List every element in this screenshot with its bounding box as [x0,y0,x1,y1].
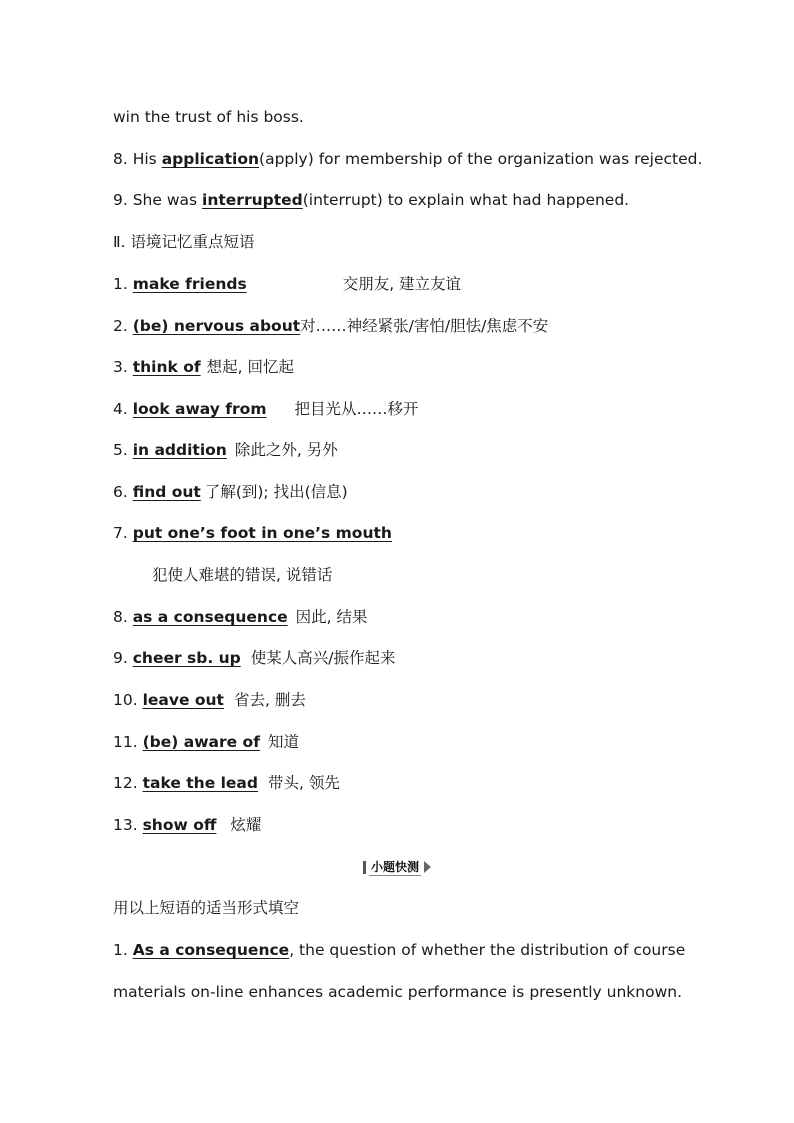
exercise-item-8 [113,148,702,170]
phrase-number: 12. [113,774,143,792]
phrase-meaning: 除此之外, 另外 [234,441,338,459]
item-text: , the question of whether the distribution of course [289,941,686,959]
phrase-meaning: 对……神经紧张/害怕/胆怯/焦虑不安 [300,317,549,335]
quiz-item-1-continuation: materials on-line enhances academic performance is presently unknown. [113,983,682,1001]
phrase-answer: (be) aware of [142,733,260,751]
phrase-answer: show off [142,816,217,834]
phrase-answer: cheer sb. up [132,649,241,667]
phrase-answer: leave out [142,691,224,709]
phrase-meaning: 想起, 回忆起 [206,358,294,376]
phrase-number: 11. [113,733,143,751]
phrase-answer: put one’s foot in one’s mouth [132,524,392,542]
phrase-meaning: 使某人高兴/振作起来 [250,649,396,667]
quiz-badge [363,858,431,876]
phrase-item [113,772,340,794]
play-arrow-icon [424,861,431,873]
phrase-meaning: 炫耀 [230,816,262,834]
phrase-meaning: 知道 [267,733,299,751]
phrase-item [113,481,348,503]
phrase-number: 7. [113,524,133,542]
phrase-item [113,522,392,544]
phrase-answer: in addition [132,441,227,459]
item-number: 9. She was [113,191,203,209]
phrase-number: 6. [113,483,133,501]
phrase-item [113,814,261,836]
phrase-number: 9. [113,649,133,667]
phrase-meaning: 了解(到); 找出(信息) [204,483,348,501]
exercise-item-9 [113,189,629,211]
answer-blank: As a consequence [132,941,290,959]
phrase-answer: find out [132,483,201,501]
phrase-meaning: 省去, 删去 [233,691,306,709]
phrase-number: 1. [113,275,133,293]
phrase-answer: (be) nervous about [132,317,301,335]
phrase-meaning: 因此, 结果 [295,608,368,626]
item-text: (interrupt) to explain what had happened. [302,191,630,209]
phrase-item [113,731,299,753]
item-number: 8. His [113,150,162,168]
answer-blank: application [161,150,260,168]
phrase-answer: as a consequence [132,608,288,626]
badge-bar-icon [363,861,366,874]
phrase-item [113,606,368,628]
phrase-item [113,689,306,711]
quiz-badge-container [0,858,794,878]
phrase-item [113,273,461,295]
phrase-answer: look away from [132,400,267,418]
phrase-number: 3. [113,358,133,376]
phrase-item [113,315,548,337]
section-heading: Ⅱ. 语境记忆重点短语 [113,233,255,251]
phrase-item [113,647,395,669]
phrase-item [113,398,419,420]
phrase-number: 2. [113,317,133,335]
phrase-number: 13. [113,816,143,834]
phrase-answer: make friends [132,275,247,293]
phrase-meaning: 把目光从……移开 [294,400,419,418]
phrase-answer: think of [132,358,201,376]
quiz-instruction: 用以上短语的适当形式填空 [113,899,300,917]
item-number: 1. [113,941,133,959]
quiz-item-1 [113,939,685,961]
phrase-meaning-line: 犯使人难堪的错误, 说错话 [152,566,333,584]
phrase-item [113,356,294,378]
phrase-number: 4. [113,400,133,418]
phrase-meaning: 交朋友, 建立友谊 [342,275,462,293]
phrase-number: 10. [113,691,143,709]
phrase-meaning: 带头, 领先 [267,774,340,792]
continuation-line: win the trust of his boss. [113,108,304,126]
phrase-number: 8. [113,608,133,626]
answer-blank: interrupted [202,191,303,209]
phrase-item [113,439,338,461]
phrase-answer: take the lead [142,774,258,792]
badge-label: 小题快测 [370,860,419,874]
phrase-number: 5. [113,441,133,459]
item-text: (apply) for membership of the organization was rejected. [259,150,703,168]
